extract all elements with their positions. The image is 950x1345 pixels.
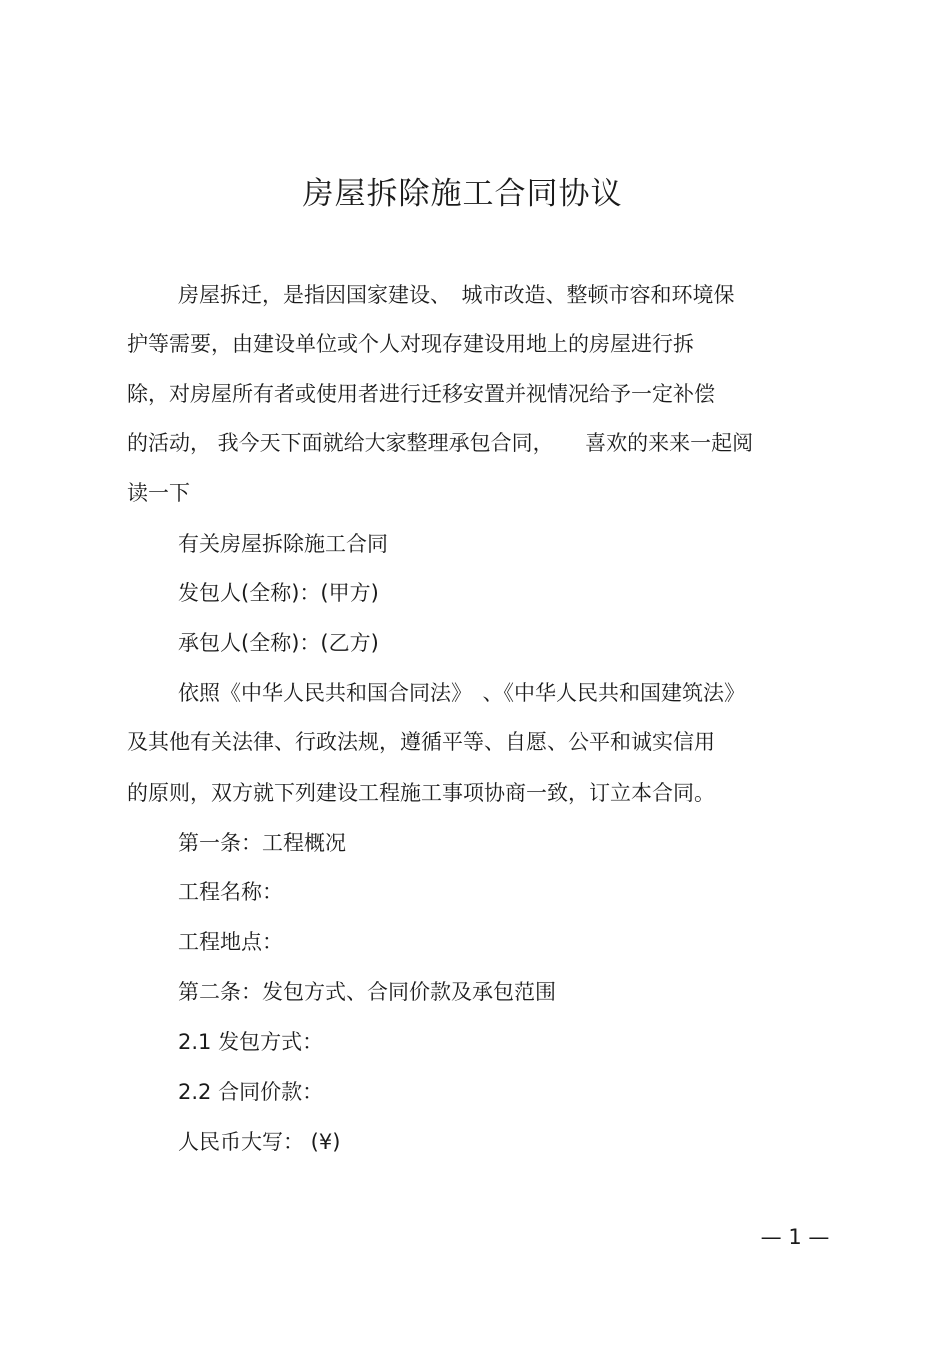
paragraph-line: 依照《中华人民共和国合同法》 、《中华人民共和国建筑法》 bbox=[178, 681, 745, 705]
paragraph-line: 人民币大写： (¥) bbox=[178, 1130, 341, 1154]
paragraph-line: 的活动， 我今天下面就给大家整理承包合同， 喜欢的来来一起阅 bbox=[127, 431, 754, 455]
paragraph-line: 护等需要，由建设单位或个人对现存建设用地上的房屋进行拆 bbox=[127, 332, 694, 356]
document-title: 房屋拆除施工合同协议 bbox=[302, 176, 623, 212]
paragraph-line: 有关房屋拆除施工合同 bbox=[178, 532, 388, 556]
paragraph-line: 第一条：工程概况 bbox=[178, 831, 346, 855]
paragraph-line: 工程地点： bbox=[178, 930, 283, 954]
paragraph-line: 的原则，双方就下列建设工程施工事项协商一致，订立本合同。 bbox=[127, 781, 715, 805]
paragraph-line: 工程名称： bbox=[178, 880, 283, 904]
paragraph-line: 2.2 合同价款： bbox=[178, 1080, 324, 1104]
paragraph-line: 发包人(全称)：(甲方) bbox=[178, 581, 379, 605]
paragraph-line: 承包人(全称)：(乙方) bbox=[178, 631, 379, 655]
page-number: — 1 — bbox=[760, 1225, 830, 1249]
paragraph-line: 读一下 bbox=[127, 481, 190, 505]
paragraph-line: 除，对房屋所有者或使用者进行迁移安置并视情况给予一定补偿 bbox=[127, 382, 715, 406]
paragraph-line: 2.1 发包方式： bbox=[178, 1030, 324, 1054]
paragraph-line: 第二条：发包方式、合同价款及承包范围 bbox=[178, 980, 556, 1004]
paragraph-line: 房屋拆迁，是指因国家建设、 城市改造、整顿市容和环境保 bbox=[178, 283, 735, 307]
paragraph-line: 及其他有关法律、行政法规，遵循平等、自愿、公平和诚实信用 bbox=[127, 730, 715, 754]
